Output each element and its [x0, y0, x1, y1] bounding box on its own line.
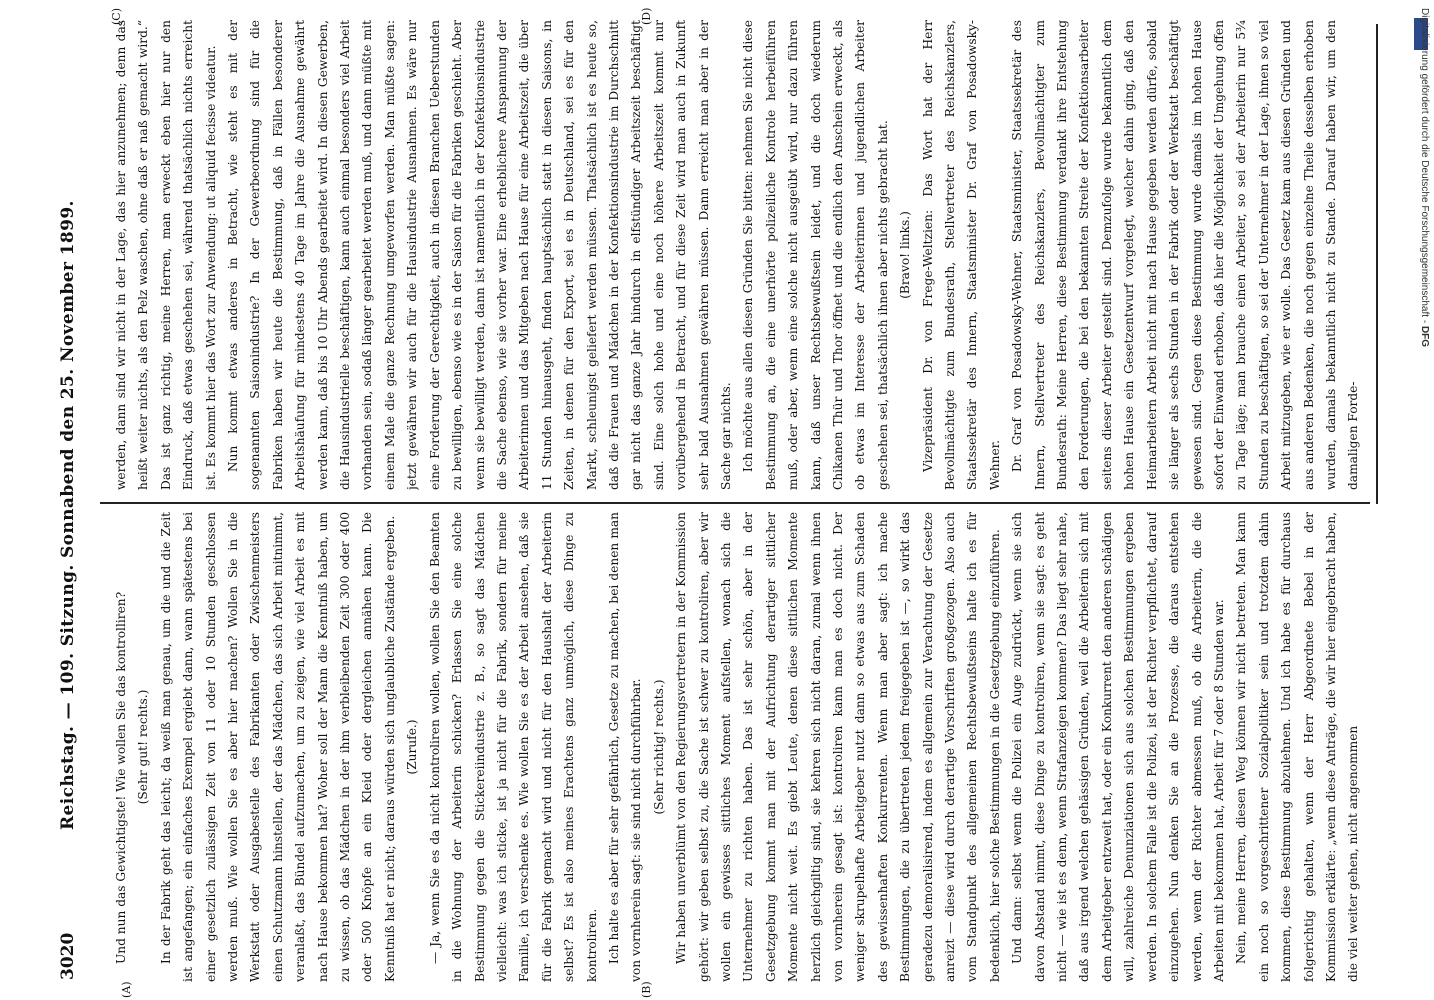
paragraph: Nun kommt etwas anderes in Betracht, wie steht es mit der sogenannten Saisonindustrie? In der Gewerbeordnung sind für die Fabriken haben wir heute die Bestimmung, daß in Fällen besonderer Arbeitshäufung für mindestens 40 Tage im Jahre die Ausnahme gewährt werden kann, daß bis 10 Uhr Abends gearbeitet wird. In diesen Gewerben, die Hausindustrielle beschäftigen, kann auch einmal besonders viel Arbeit vorhanden sein, sodaß länger gearbeitet werden muß, und dann müßte mit einem Male die ganze Rechnung umgeworfen werden. Man müßte sagen: jetzt gewähren wir auch für die Hausindustrie Ausnahmen. Es wäre nur eine Forderung der Gerechtigkeit, auch in diesen Branchen Ueberstunden zu bewilligen, ebenso wie es in der Saison für die Fabriken geschieht. Aber wenn sie bewilligt werden, dann ist namentlich in der Konfektionsindustrie die Sache ebenso, wie sie vorher war. Eine erheblichere Anspannung der Arbeiterinnen und das Mitgeben nach Hause für eine Arbeitszeit, die über 11 Stunden hinausgeht, finden hauptsächlich statt in diesen Saisons, in Zeiten, in denen für den Export, sei es in Deutschland, sei es für den Markt, schleunigst geliefert werden müssen. Thatsächlich ist es heute so, daß die Frauen und Mädchen in der Konfektionsindustrie im Durchschnitt gar nicht das ganze Jahr hindurch in elfstündiger Arbeitszeit beschäftigt sind. Eine solch hohe und eine noch höhere Arbeitszeit kommt nur vorübergehend in Betracht, und für diese Zeit wird man auch in Zukunft sehr bald Ausnahmen gewähren müssen. Dann erreicht man aber in der Sache gar nichts. [226, 20, 733, 490]
paragraph: In der Fabrik geht das leicht; da weiß man genau, um die und die Zeit ist angefangen; ein einfaches Exempel ergiebt dann, wann spätestens bei einer gesetzlich zulässigen Zeit von 11 oder 10 Stunden geschlossen werden muß. Wie wollen Sie es aber hier machen? Wollen Sie in die Werkstatt oder Ausgabestelle des Fabrikanten oder Zwischenmeisters einen Schutzmann hinstellen, der das Mädchen, das sich Arbeit mitnimmt, veranlaßt, das Bündel aufzumachen, um zu zeigen, wie viel Arbeit es mit nach Hause bekommen hat? Woher soll der Mann die Kenntniß haben, um zu wissen, ob das Mädchen in der ihm verbleibenden Zeit 300 oder 400 oder 500 Knöpfe an ein Kleid oder dergleichen annähen kann. Die Kenntniß hat er nicht; daraus würden sich unglaubliche Zustände ergeben. [158, 512, 397, 982]
paragraph: werden, dann sind wir nicht in der Lage, das hier anzunehmen; denn das heißt weiter nichts, als den Pelz waschen, ohne daß er naß gemacht wird.“ Das ist ganz richtig, meine Herren, man erweckt eben hier nur den Eindruck, daß etwas geschehen sei, während thatsächlich nichts erreicht ist. Es kommt hier das Wort zur Anwendung: ut aliquid fecisse videatur. [114, 20, 218, 490]
header-rule [1376, 24, 1378, 504]
digitization-sidebar [1408, 8, 1434, 988]
paragraph: Dr. Graf von Posadowsky-Wehner, Staatsminister, Staatssekretär des Innern, Stellvertreter des Reichskanzlers, Bevollmächtigter zum Bundesrath: Meine Herren, diese Bestimmung verdankt ihre Entstehung den Forderungen, die bei den bekannten Streite der Konfektionsarbeiter seitens dieser Arbeiter gestellt sind. Demzufolge wurde bekanntlich dem hohen Hause ein Gesetzentwurf vorgelegt, welcher dahin ging, daß den Heimarbeitern Arbeit nicht mit nach Hause gegeben werden dürfe, sobald sie länger als sechs Stunden in der Fabrik oder der Werkstatt beschäftigt gewesen sind. Gegen diese Bestimmung wurde damals im hohen Hause sofort der Einwand erhoben, daß hier die Möglichkeit der Umgehung offen zu Tage läge; man brauche einen Arbeiter, so sei der Arbeiterin nur 5¾ Stunden zu beschäftigen, so sei der Unternehmer in der Lage, ihnen so viel Arbeit mitzugeben, wie er wolle. Das Gesetz kam aus diesen Gründen und aus anderen Bedenken, die noch gegen einzelne Theile desselben erhoben wurden, damals bekanntlich nicht zu Stande. Darauf haben wir, um den damaligen Forde- [1010, 20, 1360, 490]
paragraph: Ich halte es aber für sehr gefährlich, Gesetze zu machen, bei denen man von vornherein sagt: sie sind nicht durchführbar. [606, 512, 644, 982]
margin-marker-d: (D) [640, 7, 653, 25]
interjection: (Zurufe.) [405, 719, 420, 775]
margin-marker-a: (A) [120, 981, 133, 998]
paragraph: Vizepräsident Dr. von Frege-Weltzien: Das Wort hat der Herr Bevollmächtigte zum Bundesrath, Stellvertreter des Reichskanzlers, Staatssekretär des Innern, Staatsminister Dr. Graf von Posadowsky-Wehner. [920, 20, 1002, 490]
page-number: 3020 [58, 932, 78, 980]
paragraph: Ich möchte aus allen diesen Gründen Sie bitten: nehmen Sie nicht diese Bestimmung an, die eine unerhörte polizeiliche Kontrole herbeiführen muß, oder aber, wenn eine solche nicht ausgeübt wird, nur dazu führen kann, daß unser Rechtsbewußtsein leidet, und die doch wiederum Chikanen Thür und Thor öffnet und die endlich den Anschein erweckt, als ob etwas im Interesse der Arbeiterinnen und jugendlichen Arbeiter geschehen sei, thatsächlich ihnen aber nichts gebracht hat. [741, 20, 890, 490]
right-column [110, 20, 1360, 490]
margin-marker-c: (C) [110, 8, 123, 25]
paragraph: — Ja, wenn Sie es da nicht kontroliren wollen, wollen Sie den Beamten in die Wohnung der Arbeiterin schicken? Erlassen Sie eine solche Bestimmung gegen die Stickereiindustrie z. B., so sagt das Mädchen vielleicht: was ich sticke, ist ja nicht für die Fabrik, sondern für meine Familie, ich verschenke es. Wie wollen Sie es der Arbeit ansehen, daß sie für die Fabrik gemacht wird und nicht für den Haushalt der Arbeiterin selbst? Es ist also meines Erachtens ganz unmöglich, diese Dinge zu kontroliren. [427, 512, 599, 982]
left-column [110, 512, 1360, 982]
paragraph: Und dann: selbst wenn die Polizei ein Auge zudrückt, wenn sie sich davon Abstand nimmt, diese Dinge zu kontroliren, wenn sie sagt: es geht nicht — wie ist es denn, wenn Strafanzeigen kommen? Das liegt sehr nahe, daß aus irgend welchen gehässigen Gründen, weil die Arbeiterin sich mit dem Arbeitgeber entzweit hat, oder ein Konkurrent den anderen schädigen will, zahlreiche Denunziationen sich aus solchen Bestimmungen ergeben werden. In solchem Falle ist die Polizei, ist der Richter verpflichtet, darauf einzugehen. Nun denken Sie an die Prozesse, die daraus entstehen werden, wenn der Richter abmessen muß, ob die Arbeiterin, die die Arbeiten mit bekommen hat, Arbeit für 7 oder 8 Stunden war. [1010, 512, 1226, 982]
paragraph: Und nun das Gewichtigste! Wie wollen Sie das kontrolliren? [114, 591, 128, 964]
paragraph: Nein, meine Herren, diesen Weg können wir nicht betreten. Man kann ein noch so vorgeschrittener Sozialpolitiker sein und trotzdem dahin kommen, diese Bestimmung abzulehnen. Und ich habe es für durchaus folgerichtig gehalten, wenn der Herr Abgeordnete Bebel in der Kommission erklärte: „wenn diese Anträge, die wir hier eingebracht haben, die viel weiter gehen, nicht angenommen [1234, 512, 1360, 982]
interjection: (Sehr richtig! rechts.) [651, 679, 666, 815]
paragraph: Wir haben unverblümt von den Regierungsvertretern in der Kommission gehört: wir geben selbst zu, die Sache ist schwer zu kontroliren, aber wir wollen ein gewisses sittliches Moment aufstellen, wonach sich die Unternehmer zu richten haben. Das ist sehr schön, aber in der Gesetzgebung kommt man mit der Aufrichtung derartiger sittlicher Momente nicht weit. Es giebt Leute, denen diese sittlichen Momente herzlich gleichgiltig sind, sie kehren sich nicht daran, zumal wenn ihnen von vornherein gesagt ist: kontroliren kann man es doch nicht. Der weniger skrupelhafte Arbeitgeber nutzt dann so etwas aus zum Schaden des gewissenhaften Konkurrenten. Wenn man aber sagt: ich mache Bestimmungen, die zu übertreten jedem freigegeben ist —, so wirkt das geradezu demoralisirend, indem es allgemein zur Verachtung der Gesetze anreizt — diese wird durch derartige Vorschriften großgezogen. Also auch vom Standpunkt des allgemeinen Rechtsbewußtseins halte ich es für bedenklich, hier solche Bestimmungen in die Gesetzgebung einzuführen. [674, 512, 1002, 982]
interjection: (Sehr gut! rechts.) [136, 689, 151, 805]
interjection: (Bravo! links.) [898, 211, 913, 299]
column-divider [100, 503, 1370, 505]
margin-marker-b: (B) [640, 981, 653, 998]
digitization-credit: Digitalisierung gefördert durch die Deutsche Forschungsgemeinschaft - DFG [1419, 8, 1430, 348]
page-title: Reichstag. — 109. Sitzung. Sonnabend den 25. November 1899. [58, 200, 78, 830]
page-header [58, 15, 88, 980]
